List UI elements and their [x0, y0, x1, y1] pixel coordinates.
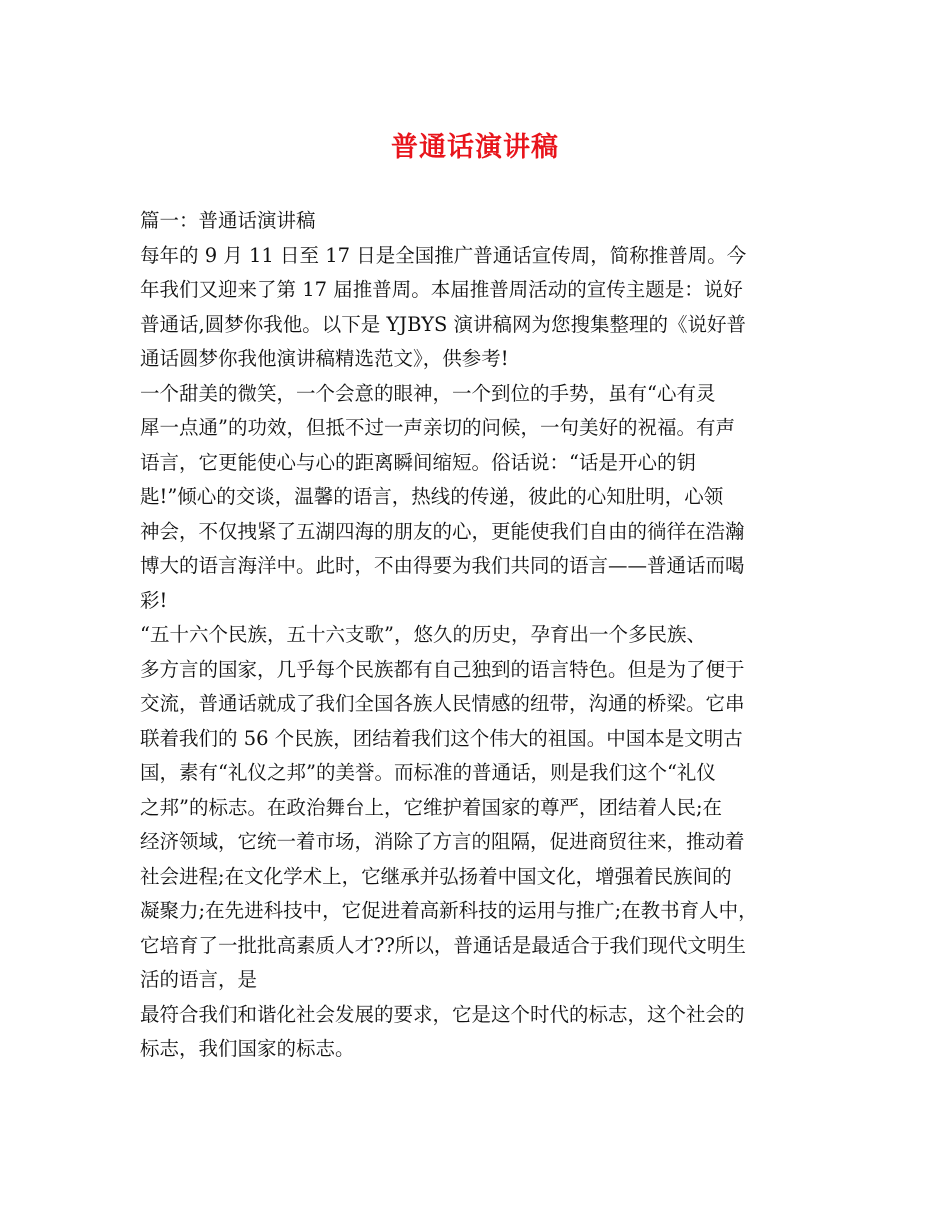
- body-line: 经济领域，它统一着市场，消除了方言的阻隔，促进商贸往来，推动着: [140, 830, 745, 853]
- body-line: 犀一点通”的功效，但抵不过一声亲切的问候，一句美好的祝福。有声: [140, 416, 735, 439]
- body-line: “五十六个民族，五十六支歌”，悠久的历史，孕育出一个多民族、: [140, 623, 706, 646]
- body-line: 多方言的国家，几乎每个民族都有自己独到的语言特色。但是为了便于: [140, 657, 745, 681]
- body-line: 联着我们的 56 个民族，团结着我们这个伟大的祖国。中国本是文明古: [140, 726, 743, 750]
- body-line: 标志，我们国家的标志。: [140, 1037, 355, 1060]
- body-line: 每年的 9 月 11 日至 17 日是全国推广普通话宣传周，简称推普周。今: [140, 243, 747, 267]
- section-heading: 篇一：普通话演讲稿: [140, 209, 316, 232]
- body-line: 语言，它更能使心与心的距离瞬间缩短。俗话说：“话是开心的钥: [140, 450, 696, 474]
- body-line: 社会进程;在文化学术上，它继承并弘扬着中国文化，增强着民族间的: [140, 864, 732, 888]
- body-line: 一个甜美的微笑，一个会意的眼神，一个到位的手势，虽有“心有灵: [140, 381, 716, 405]
- body-line: 凝聚力;在先进科技中，它促进着高新科技的运用与推广;在教书育人中，: [140, 899, 758, 922]
- body-line: 彩!: [140, 588, 168, 612]
- body-line: 之邦”的标志。在政治舞台上，它维护着国家的尊严，团结着人民;在: [140, 795, 723, 819]
- body-line: 普通话,圆梦你我他。以下是 YJBYS 演讲稿网为您搜集整理的《说好普: [140, 312, 747, 336]
- body-line: 通话圆梦你我他演讲稿精选范文》，供参考!: [140, 347, 509, 370]
- body-line: 国，素有“礼仪之邦”的美誉。而标准的普通话，则是我们这个“礼仪: [140, 761, 716, 784]
- body-line: 它培育了一批批高素质人才??所以，普通话是最适合于我们现代文明生: [140, 933, 746, 957]
- document-title: 普通话演讲稿: [391, 132, 559, 163]
- body-line: 年我们又迎来了第 17 届推普周。本届推普周活动的宣传主题是：说好: [140, 278, 743, 301]
- document-body: [140, 204, 820, 1067]
- body-line: 活的语言，是: [140, 968, 258, 991]
- body-line: 匙!”倾心的交谈，温馨的语言，热线的传递，彼此的心知肚明，心领: [140, 485, 724, 508]
- body-line: 神会，不仅拽紧了五湖四海的朋友的心，更能使我们自由的徜徉在浩瀚: [140, 519, 745, 543]
- body-line: 最符合我们和谐化社会发展的要求，它是这个时代的标志，这个社会的: [140, 1002, 745, 1026]
- body-line: 交流，普通话就成了我们全国各族人民情感的纽带，沟通的桥梁。它串: [140, 692, 745, 715]
- body-line: 博大的语言海洋中。此时，不由得要为我们共同的语言——普通话而喝: [140, 554, 745, 577]
